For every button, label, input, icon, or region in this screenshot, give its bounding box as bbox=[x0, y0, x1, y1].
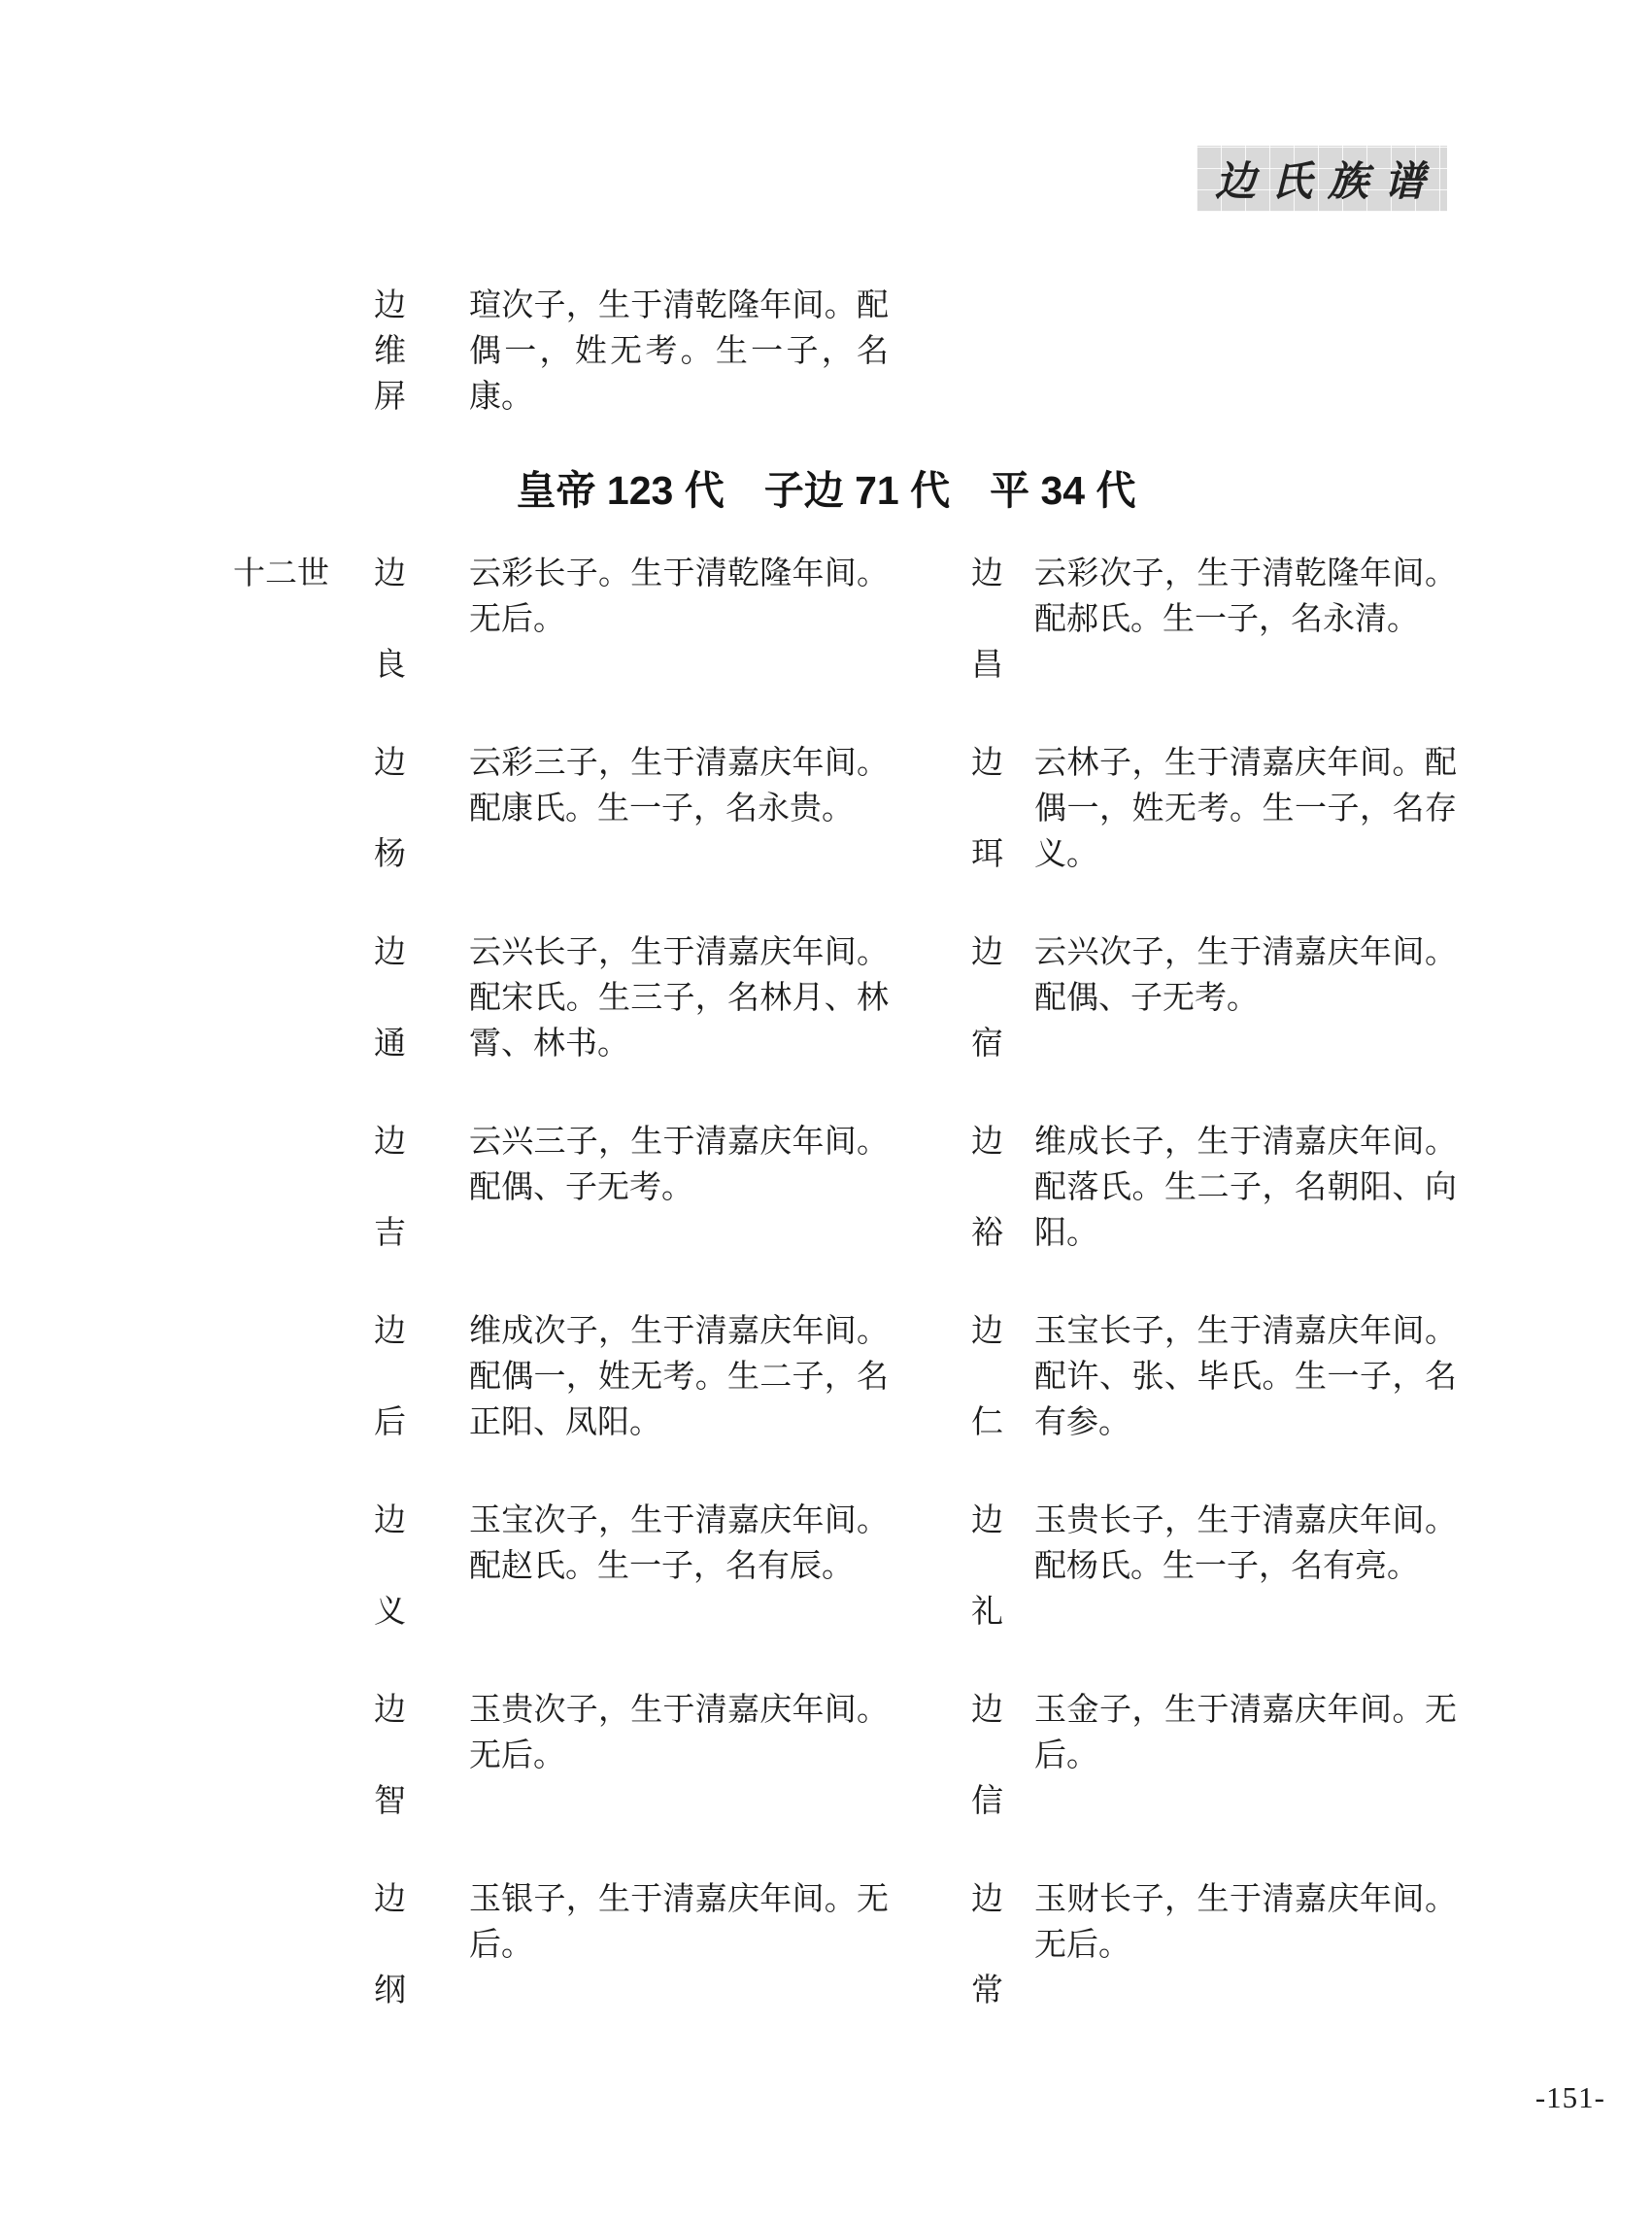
entry-row bbox=[233, 1499, 1457, 1688]
person-description: 云兴三子，生于清嘉庆年间。配偶、子无考。 bbox=[469, 1125, 889, 1205]
person-description: 云彩长子。生于清乾隆年间。无后。 bbox=[469, 556, 889, 637]
person-name bbox=[971, 1877, 1034, 2014]
name-char: 边 bbox=[971, 1125, 1003, 1160]
name-char: 裕 bbox=[971, 1216, 1003, 1251]
person-name bbox=[374, 1688, 469, 1825]
name-char: 屏 bbox=[374, 380, 406, 415]
name-char: 边 bbox=[374, 1503, 406, 1538]
name-char: 义 bbox=[374, 1595, 406, 1630]
name-char: 边 bbox=[971, 746, 1003, 781]
name-char: 纲 bbox=[374, 1973, 406, 2008]
name-char: 边 bbox=[374, 935, 406, 970]
name-char: 常 bbox=[971, 1973, 1003, 2008]
name-char: 维 bbox=[374, 334, 406, 369]
genealogy-entry bbox=[971, 1309, 1457, 1446]
entry-row bbox=[233, 1120, 1457, 1309]
genealogy-entry bbox=[971, 1499, 1457, 1636]
name-char: 边 bbox=[971, 1882, 1003, 1917]
person-description: 玉银子，生于清嘉庆年间。无后。 bbox=[469, 1882, 889, 1963]
section-heading: 皇帝 123 代 子边 71 代 平 34 代 bbox=[516, 468, 1136, 513]
name-char: 边 bbox=[971, 556, 1003, 591]
person-description: 玉宝次子，生于清嘉庆年间。配赵氏。生一子，名有辰。 bbox=[469, 1503, 889, 1584]
name-char: 边 bbox=[374, 1314, 406, 1349]
name-char: 边 bbox=[374, 556, 406, 591]
name-char: 通 bbox=[374, 1027, 406, 1062]
genealogy-entry bbox=[374, 552, 889, 689]
page-number: -151- bbox=[1534, 2080, 1605, 2114]
person-name bbox=[374, 1877, 469, 2014]
entry-row bbox=[233, 741, 1457, 930]
person-name bbox=[971, 741, 1034, 878]
person-name bbox=[374, 1499, 469, 1636]
genealogy-entry bbox=[374, 1499, 889, 1636]
genealogy-entry-bian-weiping bbox=[374, 284, 889, 421]
name-char: 信 bbox=[971, 1784, 1003, 1819]
person-description: 云彩三子，生于清嘉庆年间。配康氏。生一子，名永贵。 bbox=[469, 746, 889, 826]
genealogy-entry bbox=[374, 1688, 889, 1825]
person-description: 维成长子，生于清嘉庆年间。配落氏。生二子，名朝阳、向阳。 bbox=[1034, 1125, 1457, 1251]
person-description: 云兴长子，生于清嘉庆年间。配宋氏。生三子，名林月、林霄、林书。 bbox=[469, 935, 889, 1062]
name-char: 边 bbox=[374, 288, 406, 323]
person-name bbox=[374, 930, 469, 1067]
name-char: 杨 bbox=[374, 837, 406, 872]
genealogy-entry bbox=[374, 741, 889, 878]
name-char: 边 bbox=[971, 1314, 1003, 1349]
name-char: 宿 bbox=[971, 1027, 1003, 1062]
book-title-badge bbox=[1197, 146, 1447, 212]
person-name bbox=[374, 284, 469, 421]
genealogy-entry bbox=[374, 1877, 889, 2014]
name-char: 边 bbox=[374, 1693, 406, 1728]
person-description: 维成次子，生于清嘉庆年间。配偶一，姓无考。生二子，名正阳、凤阳。 bbox=[469, 1314, 889, 1440]
entry-row bbox=[233, 930, 1457, 1120]
genealogy-entry bbox=[374, 1120, 889, 1257]
person-description: 玉贵长子，生于清嘉庆年间。配杨氏。生一子，名有亮。 bbox=[1034, 1503, 1457, 1584]
name-char: 礼 bbox=[971, 1595, 1003, 1630]
name-char: 吉 bbox=[374, 1216, 406, 1251]
genealogy-entry bbox=[971, 1120, 1457, 1257]
genealogy-entry bbox=[971, 930, 1457, 1067]
person-description: 玉财长子，生于清嘉庆年间。无后。 bbox=[1034, 1882, 1457, 1963]
person-name bbox=[971, 552, 1034, 689]
name-char: 边 bbox=[971, 1503, 1003, 1538]
generation-label: 十二世 bbox=[233, 556, 329, 591]
person-description: 玉金子，生于清嘉庆年间。无后。 bbox=[1034, 1693, 1457, 1773]
name-char: 珥 bbox=[971, 837, 1003, 872]
name-char: 智 bbox=[374, 1784, 406, 1819]
name-char: 边 bbox=[971, 1693, 1003, 1728]
person-name bbox=[374, 1309, 469, 1446]
entry-row bbox=[233, 1309, 1457, 1499]
person-description: 云兴次子，生于清嘉庆年间。配偶、子无考。 bbox=[1034, 935, 1457, 1016]
genealogy-entry bbox=[971, 741, 1457, 878]
person-name bbox=[971, 1499, 1034, 1636]
person-description: 云林子，生于清嘉庆年间。配偶一，姓无考。生一子，名存义。 bbox=[1034, 746, 1457, 872]
person-description: 玉宝长子，生于清嘉庆年间。配许、张、毕氏。生一子，名有参。 bbox=[1034, 1314, 1457, 1440]
person-name bbox=[971, 930, 1034, 1067]
genealogy-entry bbox=[971, 1688, 1457, 1825]
person-name bbox=[971, 1120, 1034, 1257]
name-char: 昌 bbox=[971, 648, 1003, 683]
book-title: 边氏族谱 bbox=[1214, 160, 1440, 205]
genealogy-entry bbox=[374, 930, 889, 1067]
genealogy-entry bbox=[971, 552, 1457, 689]
name-char: 边 bbox=[374, 1125, 406, 1160]
person-description: 瑄次子，生于清乾隆年间。配偶一，姓无考。生一子，名康。 bbox=[469, 288, 889, 415]
name-char: 仁 bbox=[971, 1405, 1003, 1440]
person-name bbox=[971, 1688, 1034, 1825]
name-char: 良 bbox=[374, 648, 406, 683]
entry-row bbox=[233, 552, 1457, 741]
person-name bbox=[971, 1309, 1034, 1446]
entries-grid bbox=[233, 552, 1457, 2067]
person-description: 玉贵次子，生于清嘉庆年间。无后。 bbox=[469, 1693, 889, 1773]
person-name bbox=[374, 1120, 469, 1257]
genealogy-entry bbox=[971, 1877, 1457, 2014]
person-description: 云彩次子，生于清乾隆年间。配郝氏。生一子，名永清。 bbox=[1034, 556, 1457, 637]
name-char: 边 bbox=[374, 746, 406, 781]
name-char: 边 bbox=[374, 1882, 406, 1917]
name-char: 后 bbox=[374, 1405, 406, 1440]
entry-row bbox=[233, 1877, 1457, 2067]
genealogy-entry bbox=[374, 1309, 889, 1446]
entry-row bbox=[233, 1688, 1457, 1877]
person-name bbox=[374, 552, 469, 689]
person-name bbox=[374, 741, 469, 878]
name-char: 边 bbox=[971, 935, 1003, 970]
